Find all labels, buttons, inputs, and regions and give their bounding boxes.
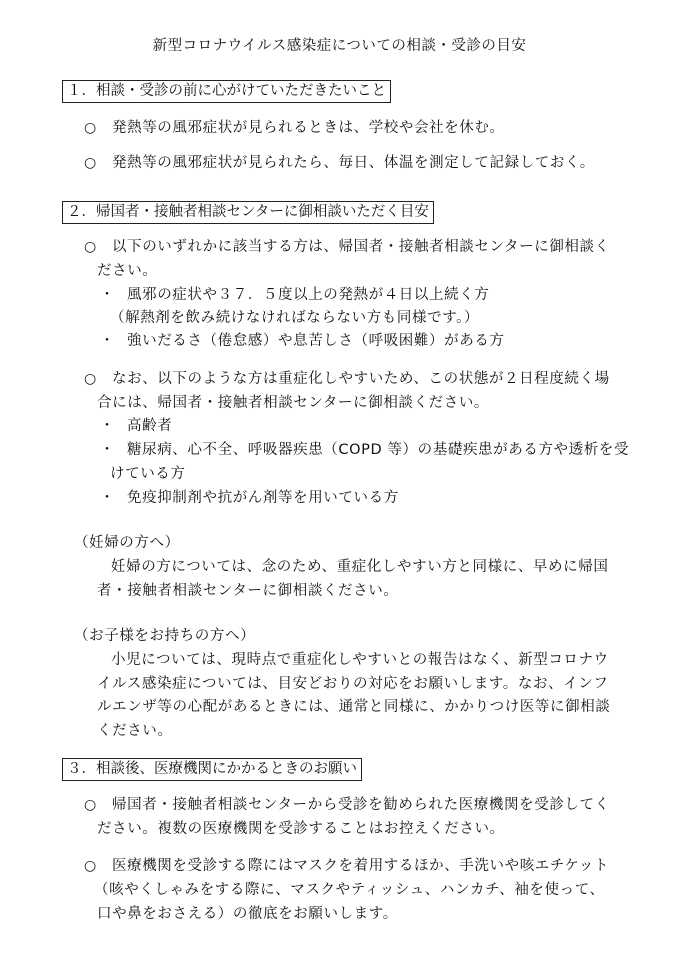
pregnant-note-line-1: 妊婦の方については、念のため、重症化しやすい方と同様に、早めに帰国: [111, 559, 609, 575]
section-1-item-1-line-1: 発熱等の風邪症状が見られるときは、学校や会社を休む。: [112, 120, 505, 136]
dot-marker: ・: [100, 287, 114, 303]
section-1-heading: １．相談・受診の前に心がけていただきたいこと: [62, 80, 391, 103]
section-3-heading: ３．相談後、医療機関にかかるときのお願い: [62, 758, 362, 781]
section-2-subitem-4-line-1: 糖尿病、心不全、呼吸器疾患（COPD 等）の基礎疾患がある方や透析を受: [127, 442, 630, 458]
section-2-item-2-line-2: 合には、帰国者・接触者相談センターに御相談ください。: [97, 395, 490, 411]
section-3-item-2-line-3: 口や鼻をおさえる）の徹底をお願いします。: [97, 906, 398, 922]
circle-marker: ○: [84, 371, 97, 387]
pregnant-note-line-2: 者・接触者相談センターに御相談ください。: [97, 583, 399, 599]
dot-marker: ・: [100, 418, 114, 434]
section-2-subitem-1-line-2: （解熱剤を飲み続けなければならない方も同様です。）: [110, 310, 480, 326]
section-3-item-1-line-2: ださい。複数の医療機関を受診することはお控えください。: [97, 821, 505, 837]
section-2-item-1-line-2: ださい。: [97, 263, 158, 279]
circle-marker: ○: [84, 120, 97, 136]
dot-marker: ・: [100, 333, 114, 349]
page-title: 新型コロナウイルス感染症についての相談・受診の目安: [152, 38, 527, 54]
children-note-label: （お子様をお持ちの方へ）: [74, 628, 256, 644]
section-2-subitem-2-line-1: 強いだるさ（倦怠感）や息苦しさ（呼吸困難）がある方: [127, 333, 505, 349]
section-2-heading: ２．帰国者・接触者相談センターに御相談いただく目安: [62, 201, 434, 224]
section-2-subitem-3-line-1: 高齢者: [127, 418, 173, 434]
circle-marker: ○: [84, 797, 97, 813]
section-3-item-2-line-2: （咳やくしゃみをする際に、マスクやティッシュ、ハンカチ、袖を使って、: [94, 882, 605, 898]
section-2-subitem-1-line-1: 風邪の症状や３７．５度以上の発熱が４日以上続く方: [127, 287, 490, 303]
dot-marker: ・: [100, 442, 114, 458]
section-2-item-2-line-1: なお、以下のような方は重症化しやすいため、この状態が２日程度続く場: [112, 371, 610, 387]
dot-marker: ・: [100, 490, 114, 506]
circle-marker: ○: [84, 239, 97, 255]
section-2-item-1-line-1: 以下のいずれかに該当する方は、帰国者・接触者相談センターに御相談く: [112, 239, 610, 255]
circle-marker: ○: [84, 155, 97, 171]
children-note-line-1: 小児については、現時点で重症化しやすいとの報告はなく、新型コロナウ: [111, 652, 609, 668]
section-3-item-1-line-1: 帰国者・接触者相談センターから受診を勧められた医療機関を受診してく: [112, 797, 610, 813]
section-3-item-2-line-1: 医療機関を受診する際にはマスクを着用するほか、手洗いや咳エチケット: [112, 858, 609, 874]
section-2-subitem-5-line-1: 免疫抑制剤や抗がん剤等を用いている方: [127, 490, 399, 506]
section-2-subitem-4-line-2: けている方: [110, 466, 186, 482]
children-note-line-2: イルス感染症については、目安どおりの対応をお願いします。なお、インフ: [97, 676, 609, 692]
children-note-line-4: ください。: [97, 723, 173, 739]
section-1-item-2-line-1: 発熱等の風邪症状が見られたら、毎日、体温を測定して記録しておく。: [112, 155, 595, 171]
circle-marker: ○: [84, 858, 97, 874]
pregnant-note-label: （妊婦の方へ）: [74, 535, 180, 551]
children-note-line-3: ルエンザ等の心配があるときには、通常と同様に、かかりつけ医等に御相談: [97, 699, 611, 715]
